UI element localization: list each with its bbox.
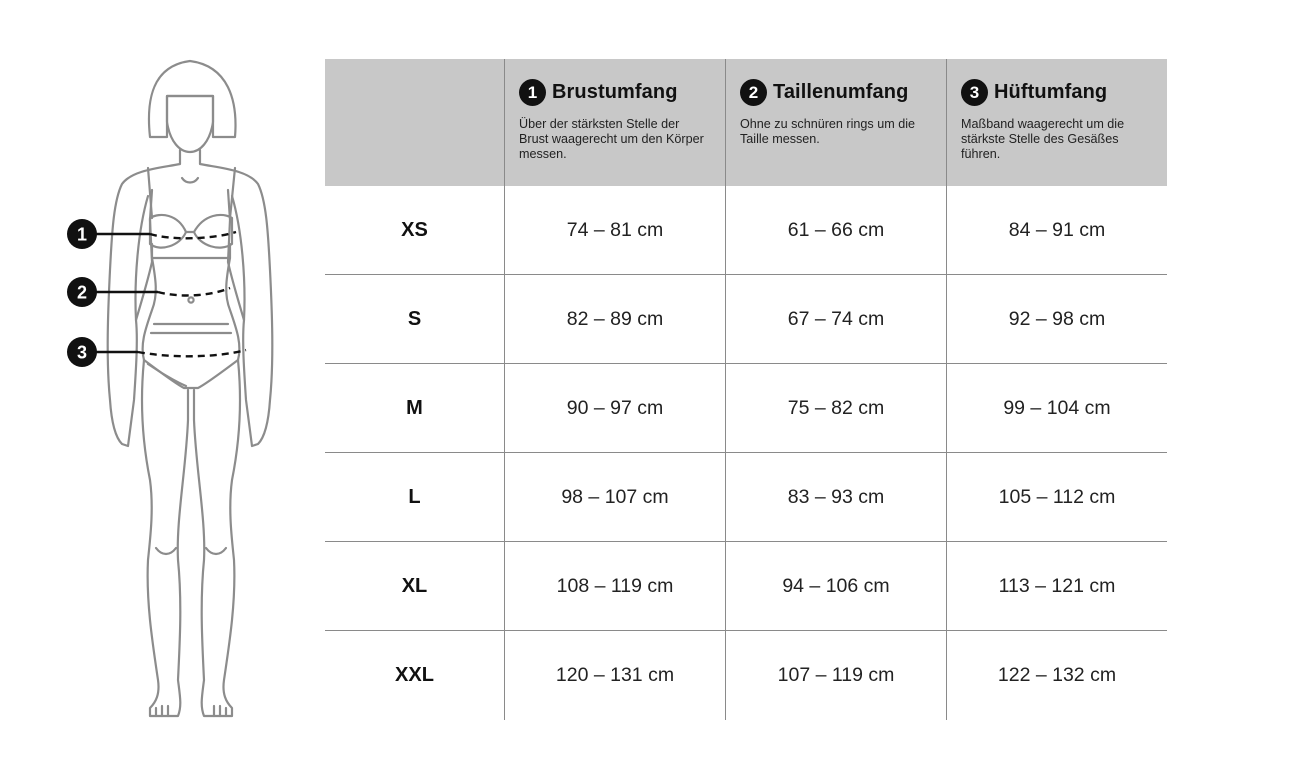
hip-marker-number: 3 bbox=[76, 342, 88, 363]
hip-marker bbox=[67, 337, 97, 367]
column-title-brustumfang: Brustumfang bbox=[552, 81, 678, 103]
column-title-hueftumfang: Hüftumfang bbox=[994, 81, 1108, 103]
column-title-taillenumfang: Taillenumfang bbox=[773, 81, 909, 103]
number-badge-2: 2 bbox=[740, 79, 767, 106]
hip-dashed-line bbox=[138, 350, 246, 356]
header-hueftumfang bbox=[947, 59, 1167, 186]
bust-value: 108 – 119 cm bbox=[505, 542, 726, 630]
waist-value: 107 – 119 cm bbox=[726, 631, 947, 720]
size-table bbox=[325, 59, 1167, 720]
bust-marker bbox=[67, 219, 97, 249]
waist-value: 61 – 66 cm bbox=[726, 186, 947, 274]
table-header bbox=[325, 59, 1167, 186]
bust-value: 74 – 81 cm bbox=[505, 186, 726, 274]
waist-value: 83 – 93 cm bbox=[726, 453, 947, 541]
number-badge-1: 1 bbox=[519, 79, 546, 106]
header-brustumfang bbox=[505, 59, 726, 186]
hip-value: 122 – 132 cm bbox=[997, 664, 1117, 686]
table-row bbox=[325, 631, 1167, 720]
hip-value: 84 – 91 cm bbox=[1008, 218, 1106, 241]
size-label: XS bbox=[325, 186, 505, 274]
waist-dashed-line bbox=[158, 288, 230, 295]
waist-marker-number: 2 bbox=[76, 282, 88, 303]
hair-outline bbox=[149, 61, 236, 137]
bust-value: 82 – 89 cm bbox=[505, 275, 726, 363]
waist-value: 94 – 106 cm bbox=[726, 542, 947, 630]
column-description-brustumfang: Über der stärksten Stelle der Brust waagerecht um den Körper messen. bbox=[519, 117, 704, 161]
header-title-row bbox=[519, 79, 711, 106]
size-label: XL bbox=[325, 542, 505, 630]
number-badge-3: 3 bbox=[961, 79, 988, 106]
size-label: S bbox=[325, 275, 505, 363]
body-measurement-figure bbox=[0, 0, 310, 774]
column-description-hueftumfang: Maßband waagerecht um die stärkste Stelle des Gesäßes führen. bbox=[961, 117, 1125, 161]
bust-value: 90 – 97 cm bbox=[505, 364, 726, 452]
table-row bbox=[325, 542, 1167, 631]
size-label: XXL bbox=[325, 631, 505, 720]
hip-value: 92 – 98 cm bbox=[1008, 307, 1106, 330]
hip-value: 99 – 104 cm bbox=[1003, 396, 1111, 419]
table-body bbox=[325, 186, 1167, 720]
size-label: L bbox=[325, 453, 505, 541]
table-row bbox=[325, 364, 1167, 453]
bust-marker-number: 1 bbox=[76, 224, 88, 245]
left-leg-outline bbox=[142, 360, 188, 716]
size-label: M bbox=[325, 364, 505, 452]
right-leg-outline bbox=[194, 360, 240, 716]
table-row bbox=[325, 186, 1167, 275]
header-title-row bbox=[961, 79, 1153, 106]
face-outline bbox=[167, 96, 213, 152]
torso-outline-right bbox=[200, 150, 272, 446]
column-description-taillenumfang: Ohne zu schnüren rings um die Taille messen. bbox=[740, 117, 916, 146]
header-taillenumfang bbox=[726, 59, 947, 186]
hip-value: 105 – 112 cm bbox=[998, 485, 1116, 508]
hip-value: 113 – 121 cm bbox=[998, 574, 1116, 597]
waist-value: 75 – 82 cm bbox=[726, 364, 947, 452]
waist-marker bbox=[67, 277, 97, 307]
header-corner-cell bbox=[325, 59, 505, 186]
table-row bbox=[325, 453, 1167, 542]
bust-value: 98 – 107 cm bbox=[505, 453, 726, 541]
table-row bbox=[325, 275, 1167, 364]
panties-outline bbox=[144, 360, 238, 388]
bust-value: 120 – 131 cm bbox=[505, 631, 726, 720]
header-title-row bbox=[740, 79, 932, 106]
bra-outline bbox=[150, 215, 186, 248]
torso-outline bbox=[108, 150, 180, 446]
waist-value: 67 – 74 cm bbox=[726, 275, 947, 363]
